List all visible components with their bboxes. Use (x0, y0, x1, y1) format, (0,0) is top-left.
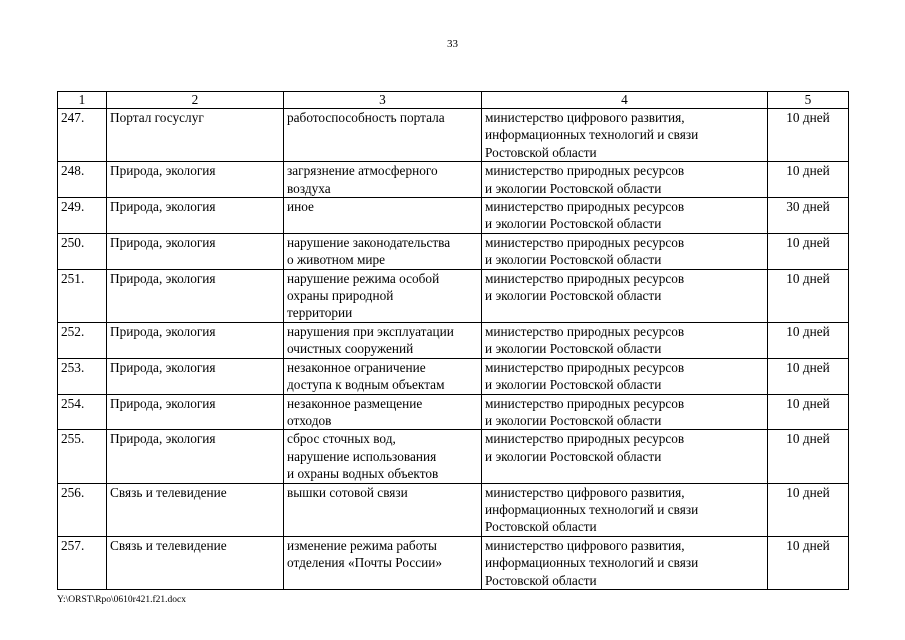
authority-cell: министерство цифрового развития, информационных технологий и связи Ростовской области (482, 483, 768, 536)
table-row (58, 483, 849, 536)
issue-cell: нарушения при эксплуатации очистных сооружений (284, 322, 482, 358)
footer-file-path: Y:\ORST\Rpo\0610r421.f21.docx (57, 595, 186, 605)
issue-cell: сброс сточных вод, нарушение использования и охраны водных объектов (284, 430, 482, 483)
topic-cell: Природа, экология (107, 358, 284, 394)
row-number-cell: 252. (58, 322, 107, 358)
issue-cell: незаконное размещение отходов (284, 394, 482, 430)
term-cell: 10 дней (768, 269, 849, 322)
term-cell: 30 дней (768, 198, 849, 234)
authority-cell: министерство природных ресурсов и экологии Ростовской области (482, 233, 768, 269)
authority-cell: министерство природных ресурсов и экологии Ростовской области (482, 269, 768, 322)
topic-cell: Природа, экология (107, 430, 284, 483)
term-cell: 10 дней (768, 483, 849, 536)
authority-cell: министерство природных ресурсов и экологии Ростовской области (482, 358, 768, 394)
authority-cell: министерство природных ресурсов и экологии Ростовской области (482, 162, 768, 198)
row-number-cell: 254. (58, 394, 107, 430)
issue-cell: нарушение законодательства о животном мире (284, 233, 482, 269)
column-header-3: 3 (284, 92, 482, 109)
table-row (58, 109, 849, 162)
term-cell: 10 дней (768, 358, 849, 394)
table-row (58, 322, 849, 358)
row-number-cell: 256. (58, 483, 107, 536)
row-number-cell: 257. (58, 536, 107, 589)
column-header-1: 1 (58, 92, 107, 109)
table-row (58, 233, 849, 269)
authority-cell: министерство цифрового развития, информационных технологий и связи Ростовской области (482, 109, 768, 162)
term-cell: 10 дней (768, 162, 849, 198)
row-number-cell: 250. (58, 233, 107, 269)
document-table (57, 91, 849, 590)
row-number-cell: 248. (58, 162, 107, 198)
table-row (58, 198, 849, 234)
table-row (58, 162, 849, 198)
issue-cell: незаконное ограничение доступа к водным объектам (284, 358, 482, 394)
term-cell: 10 дней (768, 322, 849, 358)
issue-cell: работоспособность портала (284, 109, 482, 162)
topic-cell: Связь и телевидение (107, 536, 284, 589)
table-row (58, 536, 849, 589)
page-number: 33 (447, 38, 458, 50)
authority-cell: министерство природных ресурсов и экологии Ростовской области (482, 394, 768, 430)
term-cell: 10 дней (768, 394, 849, 430)
issue-cell: иное (284, 198, 482, 234)
column-header-4: 4 (482, 92, 768, 109)
column-header-2: 2 (107, 92, 284, 109)
issue-cell: изменение режима работы отделения «Почты России» (284, 536, 482, 589)
topic-cell: Природа, экология (107, 198, 284, 234)
topic-cell: Природа, экология (107, 162, 284, 198)
issue-cell: загрязнение атмосферного воздуха (284, 162, 482, 198)
row-number-cell: 255. (58, 430, 107, 483)
authority-cell: министерство природных ресурсов и экологии Ростовской области (482, 322, 768, 358)
topic-cell: Природа, экология (107, 269, 284, 322)
row-number-cell: 247. (58, 109, 107, 162)
table-body (58, 109, 849, 590)
table-row (58, 269, 849, 322)
topic-cell: Природа, экология (107, 394, 284, 430)
row-number-cell: 249. (58, 198, 107, 234)
topic-cell: Природа, экология (107, 322, 284, 358)
term-cell: 10 дней (768, 536, 849, 589)
table-row (58, 358, 849, 394)
topic-cell: Портал госуслуг (107, 109, 284, 162)
term-cell: 10 дней (768, 233, 849, 269)
table-row (58, 394, 849, 430)
issue-cell: нарушение режима особой охраны природной территории (284, 269, 482, 322)
table-header-row (58, 92, 849, 109)
term-cell: 10 дней (768, 109, 849, 162)
topic-cell: Связь и телевидение (107, 483, 284, 536)
row-number-cell: 253. (58, 358, 107, 394)
authority-cell: министерство природных ресурсов и экологии Ростовской области (482, 198, 768, 234)
row-number-cell: 251. (58, 269, 107, 322)
table-row (58, 430, 849, 483)
topic-cell: Природа, экология (107, 233, 284, 269)
column-header-5: 5 (768, 92, 849, 109)
issue-cell: вышки сотовой связи (284, 483, 482, 536)
term-cell: 10 дней (768, 430, 849, 483)
authority-cell: министерство природных ресурсов и экологии Ростовской области (482, 430, 768, 483)
authority-cell: министерство цифрового развития, информационных технологий и связи Ростовской области (482, 536, 768, 589)
